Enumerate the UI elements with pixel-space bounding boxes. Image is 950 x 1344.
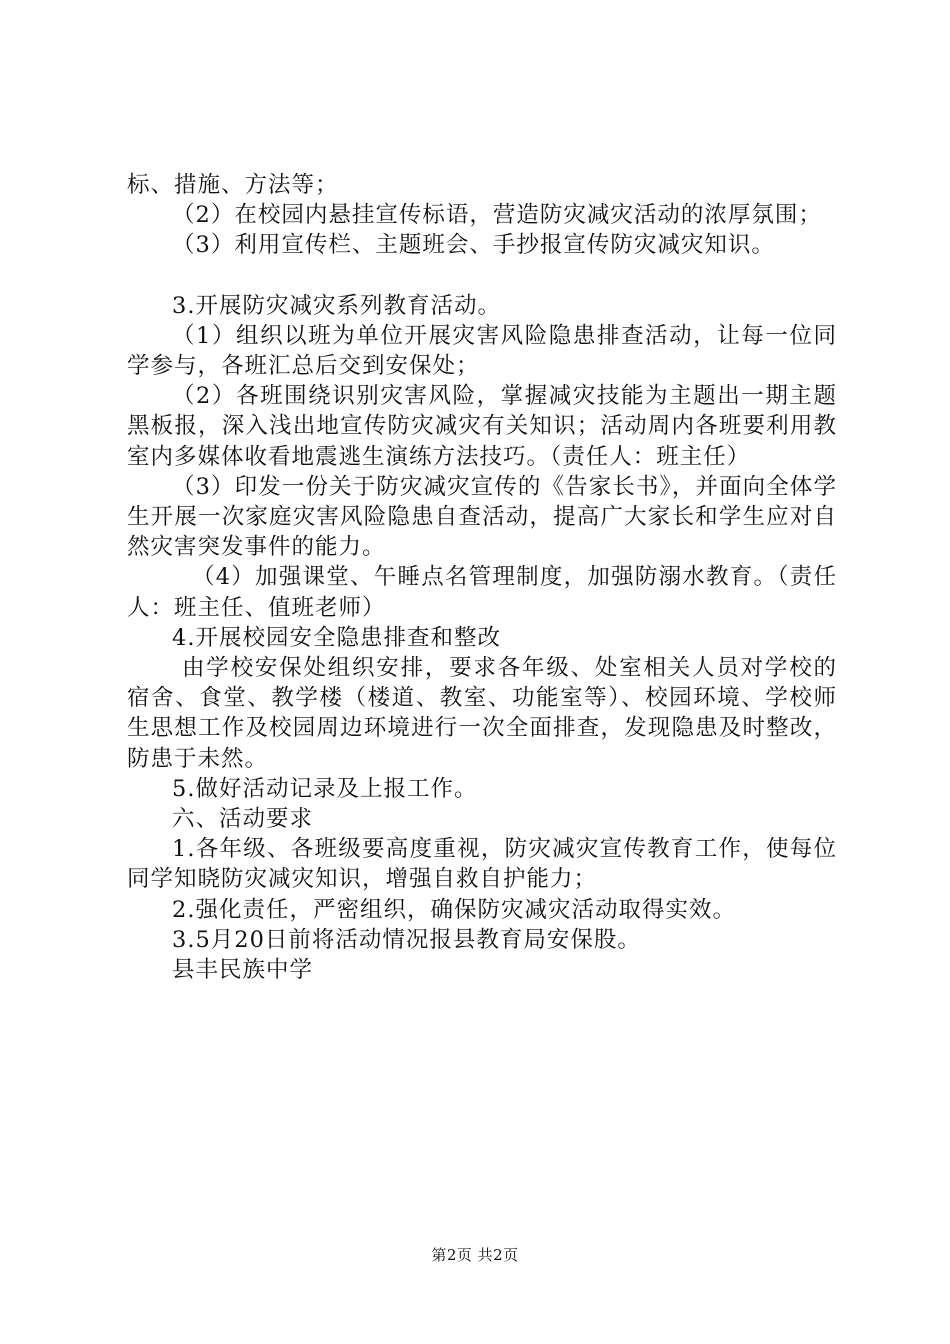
signature-school: 县丰民族中学 xyxy=(172,957,314,984)
paragraph-continuation: 标、措施、方法等； xyxy=(127,172,339,198)
paragraph-item-3b: （3）印发一份关于防灾减灾宣传的《告家长书》，并面向全体学生开展一次家庭灾害风险隐患自查活动，提高广大家长和学生应对自然灾害突发事件的能力。 xyxy=(127,473,837,561)
page-footer: 第2页 共2页 xyxy=(431,1246,519,1264)
section-heading-3: 3.开展防灾减灾系列教育活动。 xyxy=(172,292,501,319)
section-heading-5: 5.做好活动记录及上报工作。 xyxy=(172,775,478,802)
paragraph-item-2b: （2）各班围绕识别灾害风险，掌握减灾技能为主题出一期主题黑板报，深入浅出地宣传防灾减灾有关知识；活动周内各班要利用教室内多媒体收看地震逃生演练方法技巧。（责任人：班主任） xyxy=(127,383,837,470)
requirement-2: 2.强化责任，严密组织，确保防灾减灾活动取得实效。 xyxy=(172,896,736,923)
paragraph-item-2: （2）在校园内悬挂宣传标语，营造防灾减灾活动的浓厚氛围； xyxy=(172,202,822,229)
paragraph-item-3: （3）利用宣传栏、主题班会、手抄报宣传防灾减灾知识。 xyxy=(172,232,775,259)
document-body xyxy=(127,170,837,985)
requirement-1: 1.各年级、各班级要高度重视，防灾减灾宣传教育工作，使每位同学知晓防灾减灾知识，增强自救自护能力； xyxy=(127,836,837,893)
section-heading-requirements: 六、活动要求 xyxy=(172,806,314,833)
paragraph-item-1: （1）组织以班为单位开展灾害风险隐患排查活动，让每一位同学参与，各班汇总后交到安保处； xyxy=(127,322,837,380)
section-heading-4: 4.开展校园安全隐患排查和整改 xyxy=(172,624,501,651)
requirement-3: 3.5月20日前将活动情况报县教育局安保股。 xyxy=(172,926,641,953)
paragraph-inspection: 由学校安保处组织安排，要求各年级、处室相关人员对学校的宿舍、食堂、教学楼（楼道、教室、功能室等）、校园环境、学校师生思想工作及校园周边环境进行一次全面排查，发现隐患及时整改，防患于未然。 xyxy=(127,655,837,772)
paragraph-item-4: （4）加强课堂、午睡点名管理制度，加强防溺水教育。（责任人：班主任、值班老师） xyxy=(127,564,837,621)
